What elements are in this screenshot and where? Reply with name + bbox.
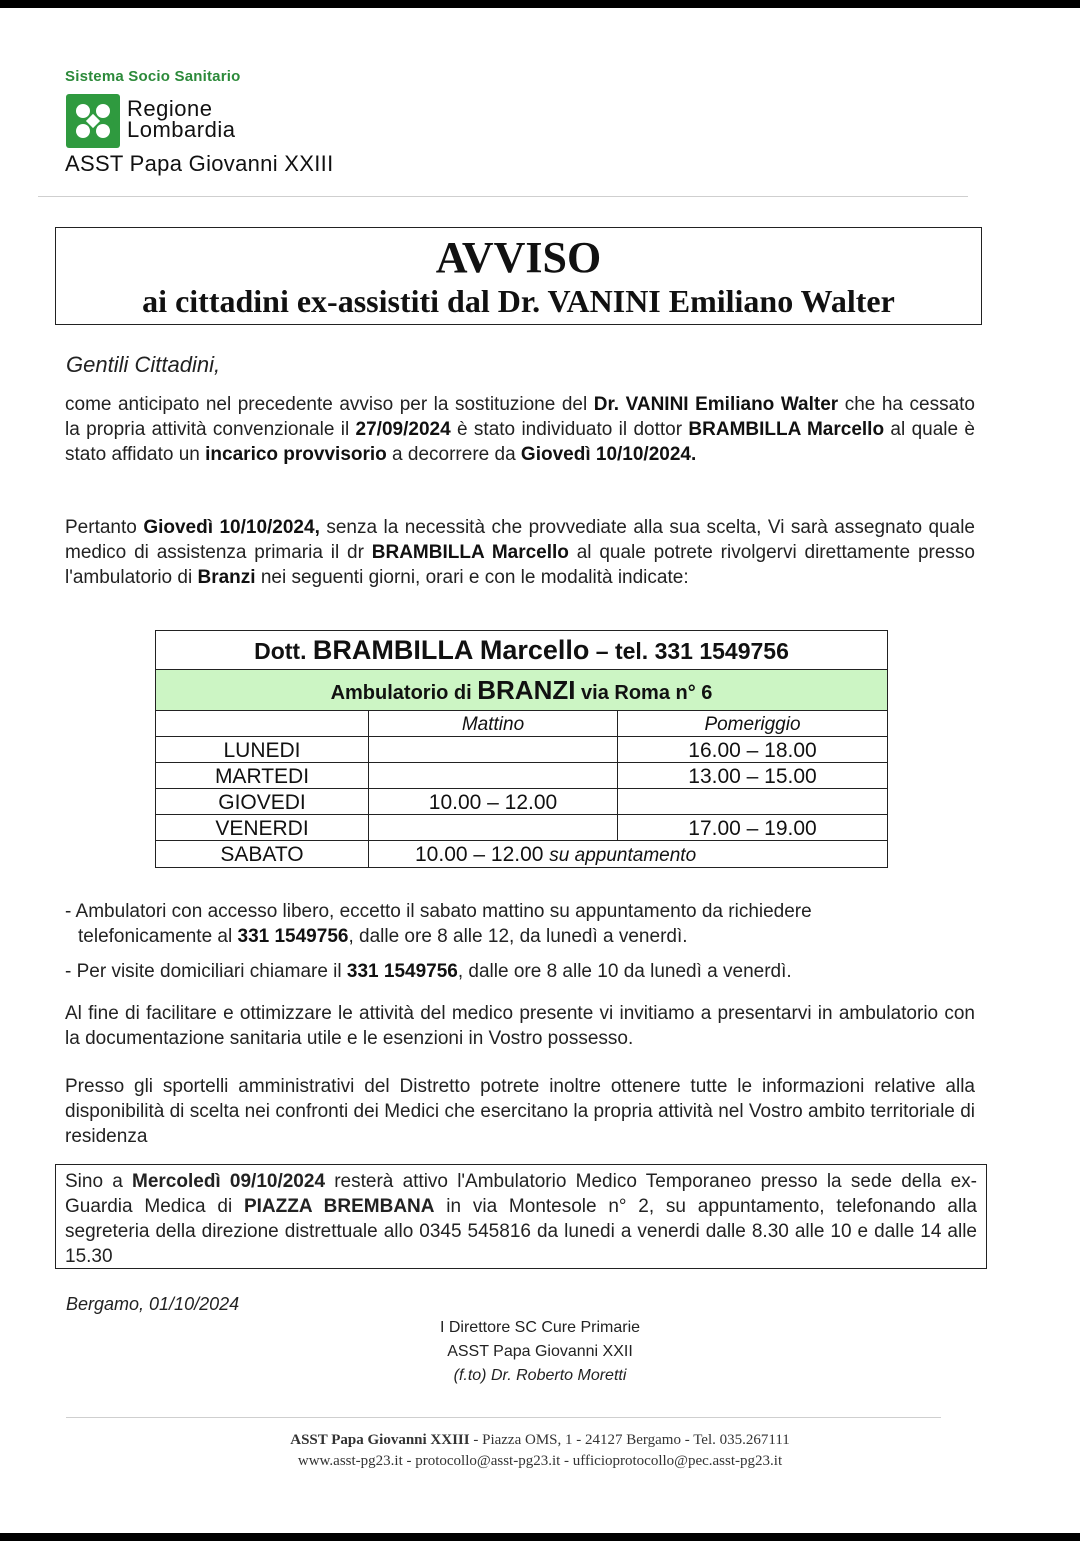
signature-name: (f.to) Dr. Roberto Moretti: [453, 1367, 627, 1384]
table-row-afternoon: 13.00 – 15.00: [618, 763, 887, 789]
paragraph-4: Presso gli sportelli amministrativi del Distretto potrete inoltre ottenere tutte le informazioni relative alla disponibilità di scelta nei confronti dei Medici che esercitano la propria attività nel Vostro ambito territoriale di residenza: [65, 1076, 975, 1147]
table-header-afternoon: Pomeriggio: [618, 711, 887, 737]
regione-lombardia-logo-icon: [66, 94, 120, 148]
table-row-day: SABATO: [156, 841, 369, 867]
header-divider: [38, 196, 968, 197]
paragraph-3: Al fine di facilitare e ottimizzare le attività del medico presente vi invitiamo a presentarvi in ambulatorio con la documentazione sanitaria utile e le esenzioni in Vostro possesso.: [65, 1003, 975, 1049]
bullet-2: - Per visite domiciliari chiamare il 331 1549756, dalle ore 8 alle 10 da lunedì a venerdì.: [65, 961, 792, 982]
table-row-day: LUNEDI: [156, 737, 369, 763]
schedule-grid: [156, 711, 887, 841]
table-row-morning: 10.00 – 12.00: [369, 789, 618, 815]
table-row-day: GIOVEDI: [156, 789, 369, 815]
table-header-day: [156, 711, 369, 737]
table-row-morning: [369, 737, 618, 763]
page-subtitle: ai cittadini ex-assistiti dal Dr. VANINI Emiliano Walter: [142, 283, 895, 319]
table-row-day: VENERDI: [156, 815, 369, 841]
table-row-saturday: [156, 841, 887, 867]
bottom-border: [0, 1533, 1080, 1541]
bullet-1: - Ambulatori con accesso libero, eccetto il sabato mattino su appuntamento da richiedere telefonicamente al 331 1549756, dalle ore 8 alle 12, da lunedì a venerdì.: [65, 901, 812, 947]
signature-org: ASST Papa Giovanni XXII: [447, 1343, 633, 1360]
table-row-afternoon: 16.00 – 18.00: [618, 737, 887, 763]
table-row-morning: [369, 763, 618, 789]
footer-divider: [66, 1417, 941, 1418]
footer-address: ASST Papa Giovanni XXIII - Piazza OMS, 1 - 24127 Bergamo - Tel. 035.267111: [290, 1432, 790, 1448]
schedule-doctor-header: Dott. BRAMBILLA Marcello – tel. 331 1549756: [156, 631, 887, 670]
schedule-clinic-header: Ambulatorio di BRANZI via Roma n° 6: [156, 670, 887, 711]
title-box: [55, 227, 982, 325]
signature-title: I Direttore SC Cure Primarie: [439, 1319, 641, 1336]
temporary-clinic-notice: Sino a Mercoledì 09/10/2024 resterà attivo l'Ambulatorio Medico Temporaneo presso la sede della ex-Guardia Medica di PIAZZA BREMBANA in via Montesole n° 2, su appuntamento, telefonando alla segreteria della direzione distrettuale allo 0345 545816 da lunedi a venerdi dalle 8.30 alle 10 e dalle 14 alle 15.30: [55, 1164, 987, 1269]
top-border: [0, 0, 1080, 8]
greeting: Gentili Cittadini,: [66, 352, 221, 377]
paragraph-2: Pertanto Giovedì 10/10/2024, senza la necessità che provvediate alla sua scelta, Vi sarà assegnato quale medico di assistenza primaria il dr BRAMBILLA Marcello al quale potrete rivolgervi direttamente presso l'ambulatorio di Branzi nei seguenti giorni, orari e con le modalità indicate:: [65, 517, 975, 588]
paragraph-1: come anticipato nel precedente avviso per la sostituzione del Dr. VANINI Emiliano Walter che ha cessato la propria attività convenzionale il 27/09/2024 è stato individuato il dottor BRAMBILLA Marcello al quale è stato affidato un incarico provvisorio a decorrere da Giovedì 10/10/2024.: [65, 394, 976, 465]
page-title: AVVISO: [435, 233, 602, 282]
schedule-table: [155, 630, 888, 868]
footer-contacts: www.asst-pg23.it - protocollo@asst-pg23.it - ufficioprotocollo@pec.asst-pg23.it: [297, 1453, 783, 1469]
table-row-morning: [369, 815, 618, 841]
asst-name: ASST Papa Giovanni XXIII: [65, 151, 334, 176]
date-line: Bergamo, 01/10/2024: [66, 1294, 240, 1314]
region-line-1: Regione: [127, 96, 213, 121]
table-header-morning: Mattino: [369, 711, 618, 737]
saturday-time: 10.00 – 12.00 su appuntamento: [415, 843, 697, 866]
table-row-afternoon: [618, 789, 887, 815]
region-line-2: Lombardia: [127, 117, 236, 142]
region-name: [127, 98, 235, 140]
system-label: Sistema Socio Sanitario: [65, 68, 241, 85]
table-row-afternoon: 17.00 – 19.00: [618, 815, 887, 841]
table-row-day: MARTEDI: [156, 763, 369, 789]
